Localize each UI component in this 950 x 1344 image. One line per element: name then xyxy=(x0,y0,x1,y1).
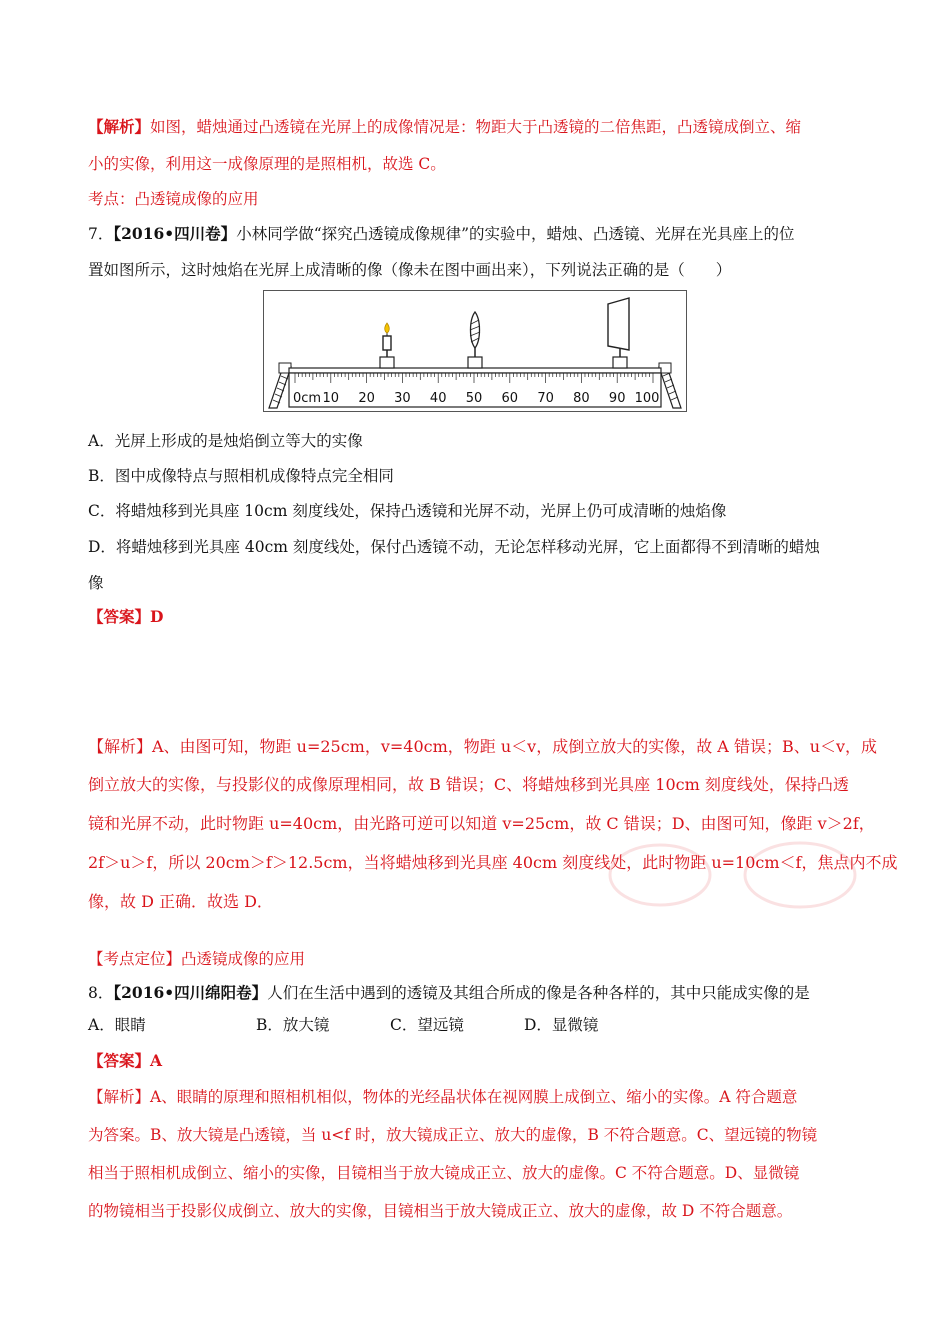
ruler-label: 70 xyxy=(537,391,554,406)
q7-stem-line2: 置如图所示，这时烛焰在光屏上成清晰的像（像未在图中画出来），下列说法正确的是（ ） xyxy=(88,261,732,279)
analysis6-label: 【解析】 xyxy=(88,117,151,136)
q8-analysis-line4: 的物镜相当于投影仪成倒立、放大的实像，目镜相当于放大镜成正立、放大的虚像，故 D 不符合题意。 xyxy=(88,1202,793,1220)
q8-stem xyxy=(88,982,873,1004)
analysis7-line1: 【解析】A、由图可知，物距 u=25cm，v=40cm，物距 u＜v，成倒立放大的实像，故 A 错误；B、u＜v，成 xyxy=(88,737,878,756)
ruler-label: 20 xyxy=(358,391,375,406)
q7-option-c: C．将蜡烛移到光具座 10cm 刻度线处，保持凸透镜和光屏不动，光屏上仍可成清晰的烛焰像 xyxy=(88,502,727,520)
bench-rail xyxy=(289,368,661,373)
q7-option-b: B．图中成像特点与照相机成像特点完全相同 xyxy=(88,467,394,485)
ruler-label: 50 xyxy=(465,391,483,406)
analysis6-kaodian: 考点：凸透镜成像的应用 xyxy=(88,190,259,208)
q8-analysis-line2: 为答案。B、放大镜是凸透镜，当 u<f 时，放大镜成正立、放大的虚像，B 不符合题意。C、望远镜的物镜 xyxy=(88,1126,818,1144)
ruler-label: 80 xyxy=(573,391,590,406)
q7-option-d-line1: D．将蜡烛移到光具座 40cm 刻度线处，保付凸透镜不动，无论怎样移动光屏，它上面都得不到清晰的蜡烛 xyxy=(88,538,820,556)
analysis7-kaodian: 【考点定位】凸透镜成像的应用 xyxy=(88,950,306,968)
analysis6-line2: 小的实像，利用这一成像原理的是照相机，故选 C。 xyxy=(88,155,446,173)
ruler-label: 90 xyxy=(608,391,626,406)
q7-number: 7． xyxy=(88,225,114,243)
optical-bench-diagram xyxy=(263,290,687,412)
analysis7-line5: 像，故 D 正确．故选 D． xyxy=(88,892,273,911)
q8-number: 8． xyxy=(88,984,114,1002)
q7-answer: 【答案】D xyxy=(88,607,164,626)
ruler-label: 60 xyxy=(501,391,519,406)
q7-stem-text1: 小林同学做“探究凸透镜成像规律”的实验中，蜡烛、凸透镜、光屏在光具座上的位 xyxy=(236,225,795,243)
q8-source: 【2016•四川绵阳卷】 xyxy=(113,983,268,1002)
analysis7-line3: 镜和光屏不动，此时物距 u=40cm，由光路可逆可以知道 v=25cm，故 C 错误；D、由图可知，像距 v＞2f， xyxy=(88,814,875,833)
ruler-label: 40 xyxy=(429,391,447,406)
analysis7-line4: 2f＞u＞f，所以 20cm＞f＞12.5cm，当将蜡烛移到光具座 40cm 刻度线处，此时物距 u=10cm＜f，焦点内不成 xyxy=(88,853,898,872)
q8-stem-text: 人们在生活中遇到的透镜及其组合所成的像是各种各样的，其中只能成实像的是 xyxy=(267,984,810,1002)
q8-option-d: D．显微镜 xyxy=(524,1016,599,1034)
ruler-label: 0cm xyxy=(292,391,322,406)
q8-option-c: C．望远镜 xyxy=(390,1016,464,1034)
q7-source: 【2016•四川卷】 xyxy=(113,224,237,243)
q7-stem-line1 xyxy=(88,223,873,245)
q8-options xyxy=(88,1014,873,1036)
analysis7-line2: 倒立放大的实像，与投影仪的成像原理相同，故 B 错误；C、将蜡烛移到光具座 10cm 刻度线处，保持凸透 xyxy=(88,775,849,794)
ruler-label: 30 xyxy=(394,391,411,406)
q8-analysis-line1: 【解析】A、眼睛的原理和照相机相似，物体的光经晶状体在视网膜上成倒立、缩小的实像。A 符合题意 xyxy=(88,1088,798,1106)
ruler-label: 10 xyxy=(322,391,340,406)
q7-option-a: A．光屏上形成的是烛焰倒立等大的实像 xyxy=(88,432,363,450)
ruler-label: 100 xyxy=(634,391,660,406)
analysis6-line1 xyxy=(88,116,873,138)
q8-analysis-line3: 相当于照相机成倒立、缩小的实像，目镜相当于放大镜成正立、放大的虚像。C 不符合题意。D、显微镜 xyxy=(88,1164,800,1182)
q8-option-a: A．眼睛 xyxy=(88,1016,146,1034)
q7-option-d-line2: 像 xyxy=(88,574,104,592)
q8-answer: 【答案】A xyxy=(88,1051,163,1070)
q8-option-b: B．放大镜 xyxy=(256,1016,330,1034)
analysis6-text1: 如图，蜡烛通过凸透镜在光屏上的成像情况是：物距大于凸透镜的二倍焦距，凸透镜成倒立、缩 xyxy=(150,118,802,136)
